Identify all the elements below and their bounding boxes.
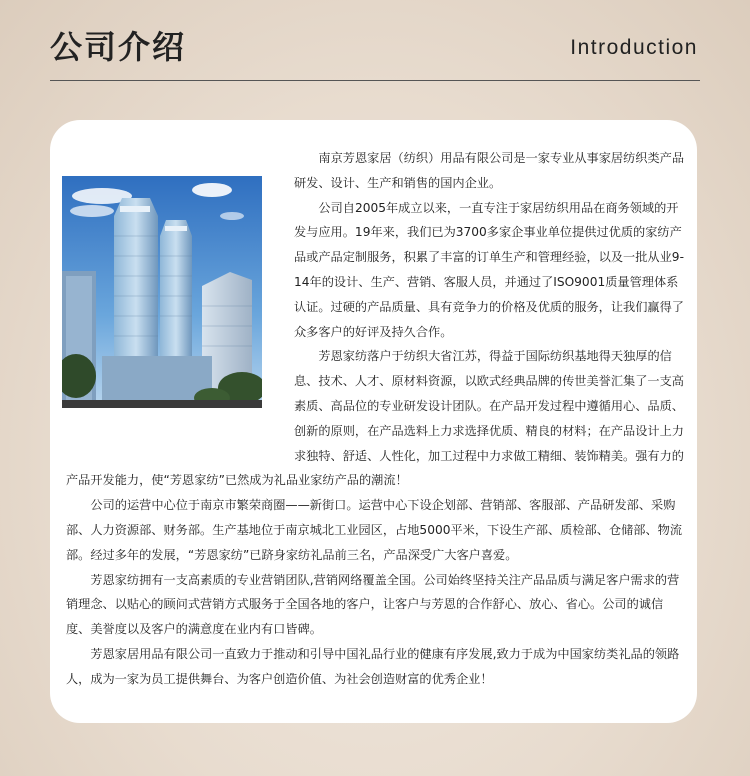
intro-paragraph: 芳恩家纺拥有一支高素质的专业营销团队,营销网络覆盖全国。公司始终坚持关注产品品质与满足客户需求的营销理念、以贴心的顾问式营销方式服务于全国各地的客户，让客户与芳恩的合作舒心、放心、省心。公司的诚信度、美誉度以及客户的满意度在业内有口皆碑。 — [66, 572, 680, 637]
header-divider — [50, 80, 700, 81]
page-title: 公司介绍 — [50, 28, 187, 66]
intro-paragraph: 公司自2005年成立以来，一直专注于家居纺织用品在商务领域的开发与应用。19年来，我们已为3700多家企事业单位提供过优质的家纺产品或产品定制服务，积累了丰富的订单生产和管理经验，以及一批从业9-14年的设计、生产、营销、客服人员，并通过了ISO9001质量管理体系认证。过硬的产品质量、具有竞争力的价格及优质的服务，让我们赢得了众多客户的好评及持久合作。 — [294, 200, 684, 339]
intro-paragraph: 芳恩家纺落户于纺织大省江苏，得益于国际纺织基地得天独厚的信息、技术、人才、原材料资源，以欧式经典品牌的传世美誉汇集了一支高素质、高品位的专业研发设计团队。在产品开发过程中遵循用心、品质、创新的原则，在产品选料上力求选择优质、精良的材料；在产品设计上力求独特、舒适、人性化，加工过程中力求做工精细、装饰精美。强有力的产品开发能力，使“芳恩家纺”已然成为礼品业家纺产品的潮流！ — [66, 349, 684, 488]
intro-paragraph: 南京芳恩家居（纺织）用品有限公司是一家专业从事家居纺织类产品研发、设计、生产和销售的国内企业。 — [294, 151, 685, 190]
page-subtitle-en: Introduction — [570, 36, 698, 59]
intro-text — [66, 146, 686, 692]
intro-paragraph: 芳恩家居用品有限公司一直致力于推动和引导中国礼品行业的健康有序发展,致力于成为中国家纺类礼品的领路人，成为一家为员工提供舞台、为客户创造价值、为社会创造财富的优秀企业！ — [66, 646, 680, 686]
intro-paragraph: 公司的运营中心位于南京市繁荣商圈——新街口。运营中心下设企划部、营销部、客服部、产品研发部、采购部、人力资源部、财务部。生产基地位于南京城北工业园区，占地5000平米，下设生产部、质检部、仓储部、物流部。经过多年的发展，“芳恩家纺”已跻身家纺礼品前三名，产品深受广大客户喜爱。 — [66, 498, 683, 562]
photo-spacer — [66, 146, 294, 450]
intro-card — [50, 120, 697, 723]
